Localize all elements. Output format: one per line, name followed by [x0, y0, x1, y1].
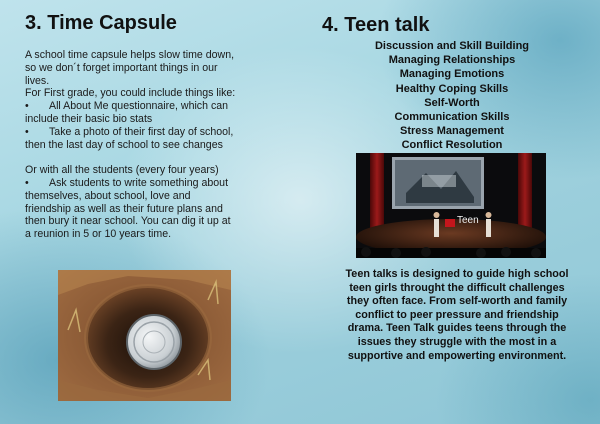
ted-stage-photo	[356, 153, 546, 258]
description-line: conflict to peer pressure and friendship	[355, 308, 559, 321]
topic-item: Communication Skills	[394, 111, 510, 124]
teen-talk-title: 4. Teen talk	[322, 14, 430, 36]
time-capsule-body	[25, 49, 285, 241]
paragraph-spacer	[25, 151, 285, 164]
all-students-intro: Or with all the students (every four years)	[25, 164, 219, 177]
bullet-continuation: then bury it near school. You can dig it up at	[25, 215, 231, 228]
bullet-continuation: themselves, about school, love and	[25, 189, 191, 202]
time-capsule-title: 3. Time Capsule	[25, 12, 177, 34]
time-capsule-hole-photo	[58, 270, 231, 401]
body-line: lives.	[25, 74, 50, 87]
description-line: supportive and empowerting environment.	[347, 349, 567, 362]
bullet-text: Take a photo of their first day of school,	[49, 125, 234, 138]
bullet-dot: •	[25, 100, 29, 113]
speaker-figure	[434, 212, 440, 237]
topic-item: Self-Worth	[424, 96, 480, 109]
topic-item: Stress Management	[400, 125, 504, 138]
body-line: so we don´t forget important things in our	[25, 61, 218, 74]
description-line: drama. Teen Talk guides teens through the	[347, 322, 567, 335]
bullet-continuation: friendship as well as their future plans and	[25, 202, 223, 215]
description-line: they often face. From self-worth and family	[346, 295, 568, 308]
topic-item: Managing Relationships	[388, 54, 516, 67]
bullet-item	[25, 177, 285, 190]
topic-item: Healthy Coping Skills	[395, 82, 509, 95]
topic-item: Discussion and Skill Building	[374, 40, 530, 52]
bullet-continuation: a reunion in 5 or 10 years time.	[25, 228, 172, 241]
bullet-continuation: then the last day of school to see changes	[25, 138, 223, 151]
body-line: A school time capsule helps slow time down,	[25, 49, 235, 61]
teen-talk-description	[332, 268, 582, 363]
bullet-item	[25, 126, 285, 139]
topic-item: Conflict Resolution	[401, 139, 503, 152]
description-line: teen girls throught the difficult challenges	[349, 281, 565, 294]
bullet-dot: •	[25, 176, 29, 189]
teen-talk-section	[322, 14, 592, 153]
description-line: issues they struggle with the most in a	[357, 335, 557, 348]
first-grade-intro: For First grade, you could include things like:	[25, 87, 236, 100]
topic-item: Managing Emotions	[399, 68, 505, 81]
description-line: Teen talks is designed to guide high school	[345, 268, 569, 280]
topic-list	[312, 39, 592, 153]
bullet-item	[25, 100, 285, 113]
stage-illustration	[356, 153, 546, 258]
time-capsule-section	[25, 12, 285, 241]
hole-illustration	[58, 270, 231, 401]
bullet-continuation: include their basic bio stats	[25, 112, 153, 125]
stage-sign-text: Teen	[457, 215, 479, 226]
speaker-figure	[486, 212, 492, 237]
bullet-dot: •	[25, 125, 29, 138]
bullet-text: Ask students to write something about	[49, 176, 229, 189]
bullet-text: All About Me questionnaire, which can	[49, 100, 229, 113]
